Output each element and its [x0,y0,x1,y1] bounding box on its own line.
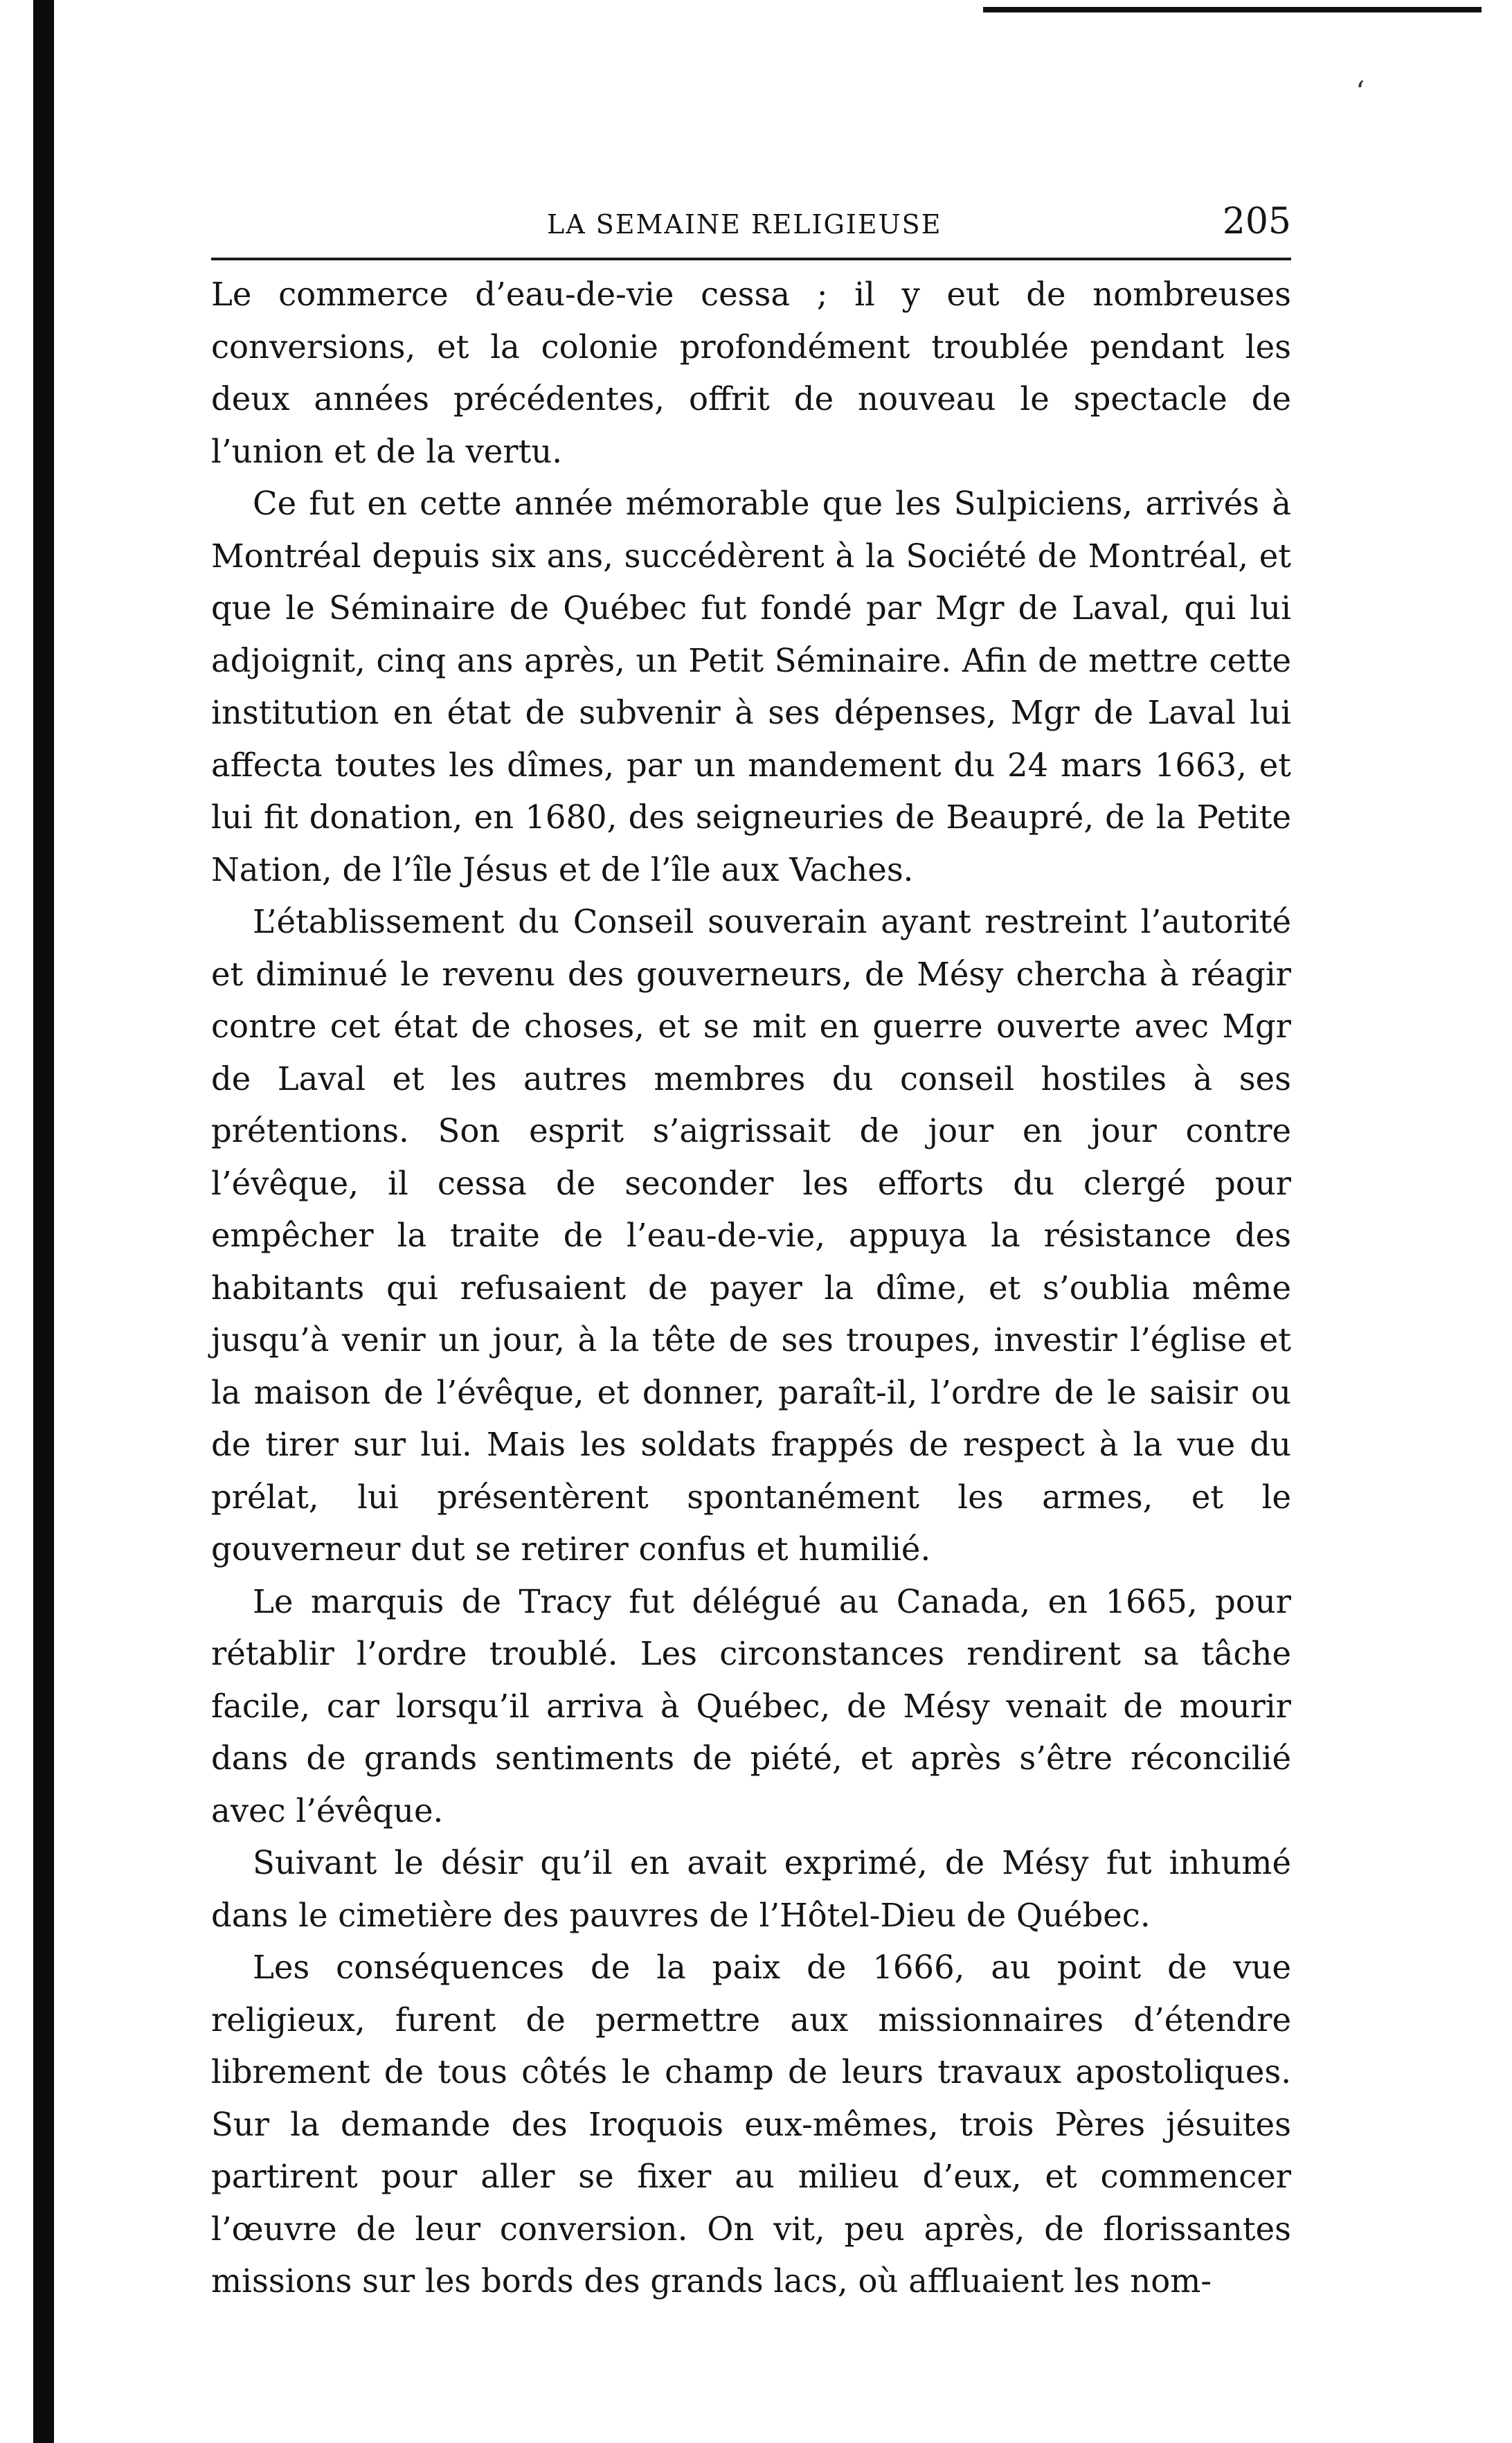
paragraph-4: Le marquis de Tracy fut délégué au Canada, en 1665, pour rétablir l’ordre troublé. Les circonstances rendirent sa tâche facile, car lorsqu’il arriva à Québec, de Mésy venait de mourir dans de grands sentiments de piété, et après s’être réconcilié avec l’évêque. [211,1582,1291,1829]
book-page [211,201,1291,2308]
header-rule [211,258,1291,260]
page-number: 205 [1222,201,1291,242]
paragraph-6: Les conséquences de la paix de 1666, au point de vue religieux, furent de permettre aux missionnaires d’étendre librement de tous côtés le champ de leurs travaux apostoliques. Sur la demande des Iroquois eux-mêmes, trois Pères jésuites partirent pour aller se fixer au milieu d’eux, et commencer l’œuvre de leur conversion. On vit, peu après, de florissantes missions sur les bords des grands lacs, où affluaient les nom- [211,1949,1291,2300]
paragraph-1: Le commerce d’eau-de-vie cessa ; il y eut de nombreuses conversions, et la colonie profondément troublée pendant les deux années précédentes, offrit de nouveau le spectacle de l’union et de la vertu. [211,276,1291,470]
paragraph-5: Suivant le désir qu’il en avait exprimé, de Mésy fut inhumé dans le cimetière des pauvres de l’Hôtel-Dieu de Québec. [211,1844,1291,1934]
scan-top-mark [983,7,1482,12]
running-title: LA SEMAINE RELIGIEUSE [547,209,942,240]
scan-speck-mark: ‘ [1356,75,1365,109]
paragraph-3: L’établissement du Conseil souverain ayant restreint l’autorité et diminué le revenu des gouverneurs, de Mésy chercha à réagir contre cet état de choses, et se mit en guerre ouverte avec Mgr de Laval et les autres membres du conseil hostiles à ses prétentions. Son esprit s’aigrissait de jour en jour contre l’évêque, il cessa de seconder les efforts du clergé pour empêcher la traite de l’eau-de-vie, appuya la résistance des habitants qui refusaient de payer la dîme, et s’oublia même jusqu’à venir un jour, à la tête de ses troupes, investir l’église et la maison de l’évêque, et donner, paraît-il, l’ordre de le saisir ou de tirer sur lui. Mais les soldats frappés de respect à la vue du prélat, lui présentèrent spontanément les armes, et le gouverneur dut se retirer confus et humilié. [211,903,1291,1568]
running-head [211,201,1291,256]
scan-binding-edge [33,0,54,2443]
paragraph-2: Ce fut en cette année mémorable que les Sulpiciens, arrivés à Montréal depuis six ans, succédèrent à la Société de Montréal, et que le Séminaire de Québec fut fondé par Mgr de Laval, qui lui adjoignit, cinq ans après, un Petit Séminaire. Afin de mettre cette institution en état de subvenir à ses dépenses, Mgr de Laval lui affecta toutes les dîmes, par un mandement du 24 mars 1663, et lui fit donation, en 1680, des seigneuries de Beaupré, de la Petite Nation, de l’île Jésus et de l’île aux Vaches. [211,485,1291,888]
